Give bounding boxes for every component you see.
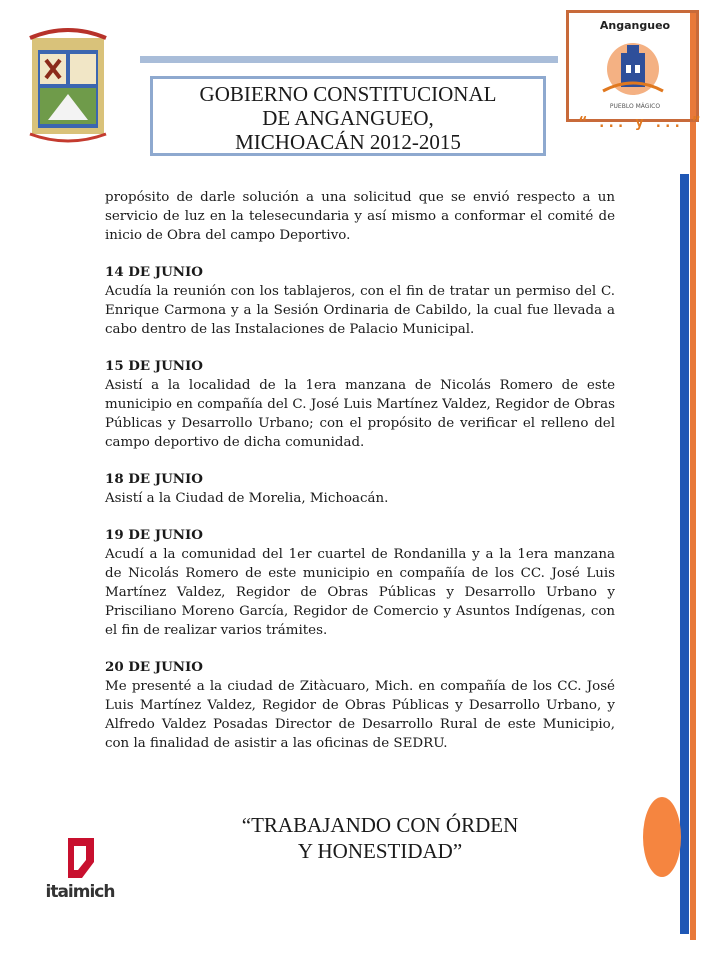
entry-text: Asistí a la localidad de la 1era manzana de Nicolás Romero de este municipio en compañía del C. José Luis Martínez Valdez, Regidor de Obras Públicas y Desarrollo Urbano; con el propósito de verificar el relleno del campo deportivo de dicha comunidad. [105, 378, 615, 450]
closing-motto [190, 812, 570, 864]
top-rule [140, 56, 558, 63]
entry-text: Me presenté a la ciudad de Zitàcuaro, Mich. en compañía de los CC. José Luis Martínez Valdez, Regidor de Obras Públicas y Desarrollo Urbano, y Alfredo Valdez Posadas Director de Desarrollo Rural de este Municipio, con la finalidad de asistir a las oficinas de SEDRU. [105, 679, 615, 751]
municipal-crest-icon [28, 24, 108, 152]
entry-text: Acudía la reunión con los tablajeros, con el fin de tratar un permiso del C. Enrique Carmona y a la Sesión Ordinaria de Cabildo, la cual fue llevada a cabo dentro de las Instalaciones de Palacio Municipal. [105, 284, 615, 337]
pueblo-magico-logo-icon [593, 35, 673, 99]
entry-date: 20 DE JUNIO [105, 659, 203, 675]
entry-text: Asistí a la Ciudad de Morelia, Michoacán. [105, 491, 389, 506]
itaimich-logo-icon [46, 832, 116, 922]
entry-14-junio [105, 263, 615, 339]
header-title-line2: DE ANGANGUEO, [262, 106, 434, 130]
header-title-line1: GOBIERNO CONSTITUCIONAL [199, 82, 497, 106]
entry-date: 14 DE JUNIO [105, 264, 203, 280]
entry-18-junio [105, 470, 615, 508]
slogan-text: “ ... y ... ” [578, 115, 702, 131]
entry-20-junio [105, 658, 615, 753]
closing-line2: Y HONESTIDAD” [297, 839, 463, 863]
entry-text: Acudí a la comunidad del 1er cuartel de Rondanilla y a la 1era manzana de Nicolás Romero de este municipio en compañía de los CC. José Luis Martínez Valdez, Regidor de Obras Públicas y Desarrollo Urbano y Prisciliano Moreno García, Regidor de Comercio y Asuntos Indígenas, con el fin de realizar varios trámites. [105, 547, 615, 638]
activity-report [105, 188, 615, 771]
entry-date: 19 DE JUNIO [105, 527, 203, 543]
orange-side-bar [690, 10, 696, 940]
blue-side-bar [680, 174, 689, 934]
header-title-box [150, 76, 546, 156]
orange-decorative-dot [643, 797, 681, 877]
entry-date: 15 DE JUNIO [105, 358, 203, 374]
intro-paragraph: propósito de darle solución a una solicitud que se envió respecto a un servicio de luz en la telesecundaria y así mismo a conformar el comité de inicio de Obra del campo Deportivo. [105, 190, 615, 243]
entry-date: 18 DE JUNIO [105, 471, 203, 487]
itaimich-logo-text: itaimich [45, 882, 115, 902]
logo-title: Angangueo [599, 19, 671, 32]
entry-19-junio [105, 526, 615, 640]
pueblo-magico-logo-frame [566, 10, 699, 122]
closing-line1: “TRABAJANDO CON ÓRDEN [241, 813, 519, 837]
entry-15-junio [105, 357, 615, 452]
logo-subtitle: PUEBLO MÁGICO [609, 103, 661, 110]
header-title-line3: MICHOACÁN 2012-2015 [235, 130, 461, 154]
